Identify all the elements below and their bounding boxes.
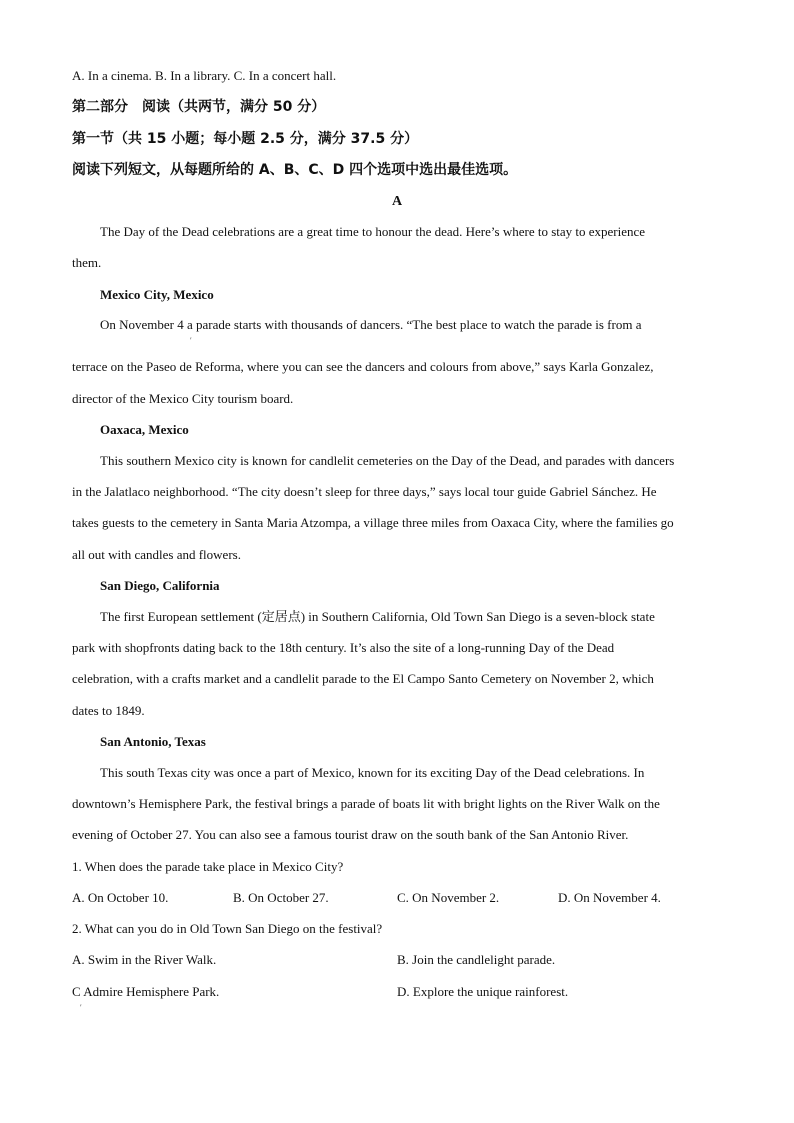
paragraph-line: in the Jalatlaco neighborhood. “The city doesn’t sleep for three days,” says local tour guide Gabriel Sánchez. He [72, 484, 657, 499]
subsection-title: 第一节（共 15 小题；每小题 2.5 分，满分 37.5 分） [72, 131, 419, 147]
paragraph-line: On November 4 a parade starts with thousands of dancers. “The best place to watch the parade is from a [100, 317, 642, 332]
section-heading-mexico-city: Mexico City, Mexico [100, 287, 214, 302]
question-2-stem: 2. What can you do in Old Town San Diego on the festival? [72, 921, 383, 936]
question-1-option-c[interactable]: C. On November 2. [397, 890, 500, 905]
paragraph-line: This south Texas city was once a part of Mexico, known for its exciting Day of the Dead celebrations. In [100, 765, 645, 780]
paragraph-line: downtown’s Hemisphere Park, the festival brings a parade of boats lit with bright lights on the River Walk on the [72, 796, 660, 811]
section-heading-san-diego: San Diego, California [100, 578, 220, 593]
previous-question-options: A. In a cinema. B. In a library. C. In a concert hall. [72, 68, 337, 83]
paragraph-line: terrace on the Paseo de Reforma, where you can see the dancers and colours from above,” says Karla Gonzalez, [72, 359, 654, 374]
question-1-option-b[interactable]: B. On October 27. [233, 890, 329, 905]
section-heading-oaxaca: Oaxaca, Mexico [100, 422, 189, 437]
intro-line-2: them. [72, 255, 102, 270]
question-2-option-b[interactable]: B. Join the candlelight parade. [397, 952, 556, 967]
paragraph-line: evening of October 27. You can also see a famous tourist draw on the south bank of the San Antonio River. [72, 827, 629, 842]
section-heading-san-antonio: San Antonio, Texas [100, 734, 206, 749]
paragraph-line: This southern Mexico city is known for candlelit cemeteries on the Day of the Dead, and parades with dancers [100, 453, 675, 468]
stray-mark: ′ [80, 1003, 82, 1012]
paragraph-line: director of the Mexico City tourism board. [72, 391, 294, 406]
paragraph-line: all out with candles and flowers. [72, 547, 241, 562]
section-title: 第二部分 阅读（共两节，满分 50 分） [72, 99, 326, 115]
question-2-option-c[interactable]: C Admire Hemisphere Park. [72, 984, 220, 999]
paragraph-line: park with shopfronts dating back to the 18th century. It’s also the site of a long-running Day of the Dead [72, 640, 615, 655]
stray-mark: ′ [190, 336, 192, 345]
paragraph-line: The first European settlement (定居点) in Southern California, Old Town San Diego is a seven-block state [100, 609, 655, 624]
paragraph-line: takes guests to the cemetery in Santa Maria Atzompa, a village three miles from Oaxaca City, where the families go [72, 515, 674, 530]
intro-line-1: The Day of the Dead celebrations are a great time to honour the dead. Here’s where to stay to experience [100, 224, 646, 239]
question-2-option-d[interactable]: D. Explore the unique rainforest. [397, 984, 569, 999]
question-1-option-a[interactable]: A. On October 10. [72, 890, 169, 905]
paragraph-line: celebration, with a crafts market and a candlelit parade to the El Campo Santo Cemetery on November 2, which [72, 671, 654, 686]
question-2-option-a[interactable]: A. Swim in the River Walk. [72, 952, 217, 967]
question-1-stem: 1. When does the parade take place in Mexico City? [72, 859, 344, 874]
passage-letter: A [391, 194, 403, 209]
instruction: 阅读下列短文，从每题所给的 A、B、C、D 四个选项中选出最佳选项。 [72, 162, 518, 178]
question-1-option-d[interactable]: D. On November 4. [558, 890, 661, 905]
paragraph-line: dates to 1849. [72, 703, 145, 718]
